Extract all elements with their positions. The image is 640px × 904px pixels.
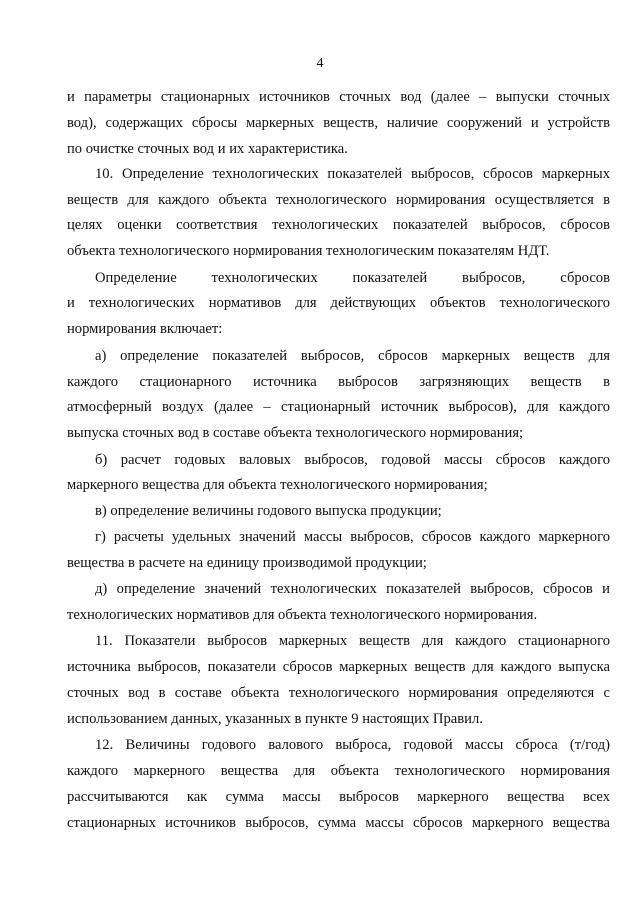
text-line: стационарных источников выбросов, сумма массы сбросов маркерного вещества [67,815,610,831]
text-line: каждого стационарного источника выбросов загрязняющих веществ в [67,374,610,390]
text-line: 11. Показатели выбросов маркерных веществ для каждого стационарного [95,633,610,649]
text-line: г) расчеты удельных значений массы выбросов, сбросов каждого маркерного [95,529,610,545]
text-line: вод), содержащих сбросы маркерных веществ, наличие сооружений и устройств [67,115,610,131]
text-line: технологических нормативов для объекта технологического нормирования. [67,607,538,623]
text-line: использованием данных, указанных в пункте 9 настоящих Правил. [67,711,483,727]
text-line: целях оценки соответствия технологических показателей выбросов, сбросов [67,217,610,233]
text-line: маркерного вещества для объекта технологического нормирования; [67,477,488,493]
text-line: объекта технологического нормирования технологическим показателям НДТ. [67,243,550,259]
text-line: в) определение величины годового выпуска продукции; [95,503,442,519]
page-number: 4 [316,56,324,71]
text-line: 12. Величины годового валового выброса, годовой массы сброса (т/год) [95,737,610,753]
text-line: вещества в расчете на единицу производимой продукции; [67,555,427,571]
text-line: выпуска сточных вод в составе объекта технологического нормирования; [67,425,524,441]
text-line: 10. Определение технологических показателей выбросов, сбросов маркерных [95,166,610,182]
text-line: каждого маркерного вещества для объекта технологического нормирования [67,763,610,779]
text-line: и технологических нормативов для действующих объектов технологического [67,295,610,311]
text-line: Определение технологических показателей выбросов, сбросов [95,270,610,286]
text-line: б) расчет годовых валовых выбросов, годовой массы сбросов каждого [95,452,610,468]
text-line: нормирования включает: [67,321,223,337]
text-line: рассчитываются как сумма массы выбросов маркерного вещества всех [67,789,610,805]
text-line: веществ для каждого объекта технологического нормирования осуществляется в [67,192,610,208]
text-line: д) определение значений технологических показателей выбросов, сбросов и [95,581,610,597]
text-line: источника выбросов, показатели сбросов маркерных веществ для каждого выпуска [67,659,610,675]
text-line: по очистке сточных вод и их характеристика. [67,141,348,157]
text-line: атмосферный воздух (далее – стационарный источник выбросов), для каждого [67,399,610,415]
text-line: сточных вод в составе объекта технологического нормирования определяются с [67,685,610,701]
text-line: а) определение показателей выбросов, сбросов маркерных веществ для [95,348,610,364]
text-line: и параметры стационарных источников сточных вод (далее – выпуски сточных [67,89,610,105]
